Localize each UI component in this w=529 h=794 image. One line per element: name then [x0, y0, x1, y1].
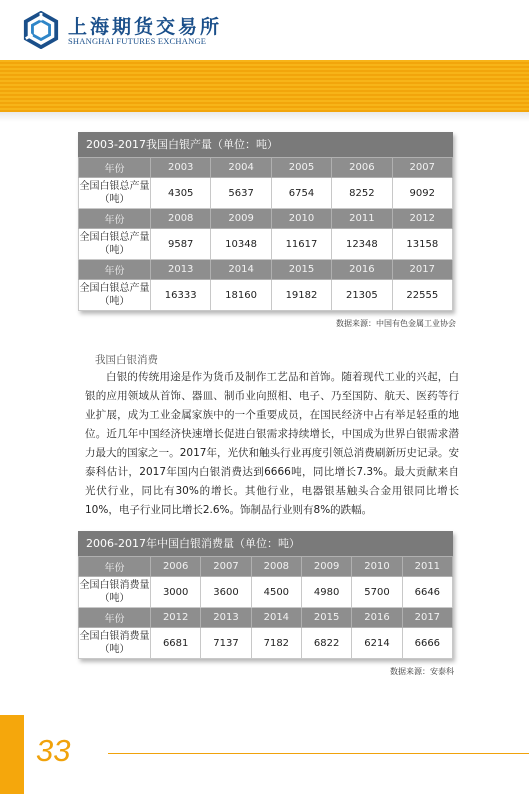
value-cell: 5637 — [211, 178, 271, 209]
value-cell: 4305 — [151, 178, 211, 209]
year-cell: 2013 — [201, 608, 251, 628]
footer-accent-bar — [0, 715, 24, 794]
table-header-row — [79, 158, 453, 178]
value-cell: 4980 — [301, 577, 351, 608]
row-label-cell: 全国白银消费量（吨） — [79, 628, 151, 659]
value-cell: 21305 — [332, 280, 392, 311]
section-body-text: 白银的传统用途是作为货币及制作工艺品和首饰。随着现代工业的兴起，白银的应用领域从首饰、器皿、制币业向照相、电子、乃至国防、航天、医药等行业扩展，成为工业金属家族中的一个重要成员，在国民经济中占有举足轻重的地位。近几年中国经济快速增长促进白银需求持续增长，中国成为世界白银需求潜力最大的国家之一。2017年，光伏和触头行业再度引领总消费刷新历史记录。安泰科估计，2017年国内白银消费达到6666吨，同比增长7.3%。最大贡献来自光伏行业，同比有30%的增长。其他行业，电器银基触头合金用银同比增长10%，电子行业同比增长2.6%。饰制品行业则有8%的跌幅。 — [85, 371, 459, 516]
table-title: 2003-2017我国白银产量（单位：吨） — [78, 132, 453, 157]
value-cell: 8252 — [332, 178, 392, 209]
value-cell: 6646 — [402, 577, 452, 608]
page-number: 33 — [36, 733, 71, 768]
year-cell: 2009 — [301, 557, 351, 577]
year-cell: 2015 — [271, 260, 331, 280]
year-cell: 2017 — [402, 608, 452, 628]
year-cell: 2010 — [271, 209, 331, 229]
value-cell: 6822 — [301, 628, 351, 659]
row-label-cell: 全国白银总产量（吨） — [79, 178, 151, 209]
row-label-cell: 全国白银消费量（吨） — [79, 577, 151, 608]
value-cell: 9092 — [392, 178, 452, 209]
table-source-note: 数据来源：中国有色金属工业协会 — [336, 319, 456, 328]
table-source-note: 数据来源：安泰科 — [390, 667, 454, 676]
year-cell: 2013 — [151, 260, 211, 280]
section-heading: 我国白银消费 — [95, 354, 158, 366]
year-cell: 2008 — [251, 557, 301, 577]
table-header-row — [79, 557, 453, 577]
year-cell: 2010 — [352, 557, 402, 577]
value-cell: 6681 — [151, 628, 201, 659]
logo-english-name: SHANGHAI FUTURES EXCHANGE — [68, 36, 207, 46]
value-cell: 3000 — [151, 577, 201, 608]
year-cell: 2011 — [402, 557, 452, 577]
year-cell: 2017 — [392, 260, 452, 280]
year-cell: 2012 — [392, 209, 452, 229]
value-cell: 3600 — [201, 577, 251, 608]
header-label-cell: 年份 — [79, 209, 151, 229]
year-cell: 2004 — [211, 158, 271, 178]
value-cell: 7182 — [251, 628, 301, 659]
value-cell: 4500 — [251, 577, 301, 608]
value-cell: 9587 — [151, 229, 211, 260]
value-cell: 6666 — [402, 628, 452, 659]
silver-consumption-table — [78, 531, 453, 659]
table-row — [79, 178, 453, 209]
value-cell: 10348 — [211, 229, 271, 260]
page-header — [0, 0, 529, 60]
year-cell: 2003 — [151, 158, 211, 178]
year-cell: 2008 — [151, 209, 211, 229]
table-header-row — [79, 209, 453, 229]
year-cell: 2016 — [352, 608, 402, 628]
year-cell: 2009 — [211, 209, 271, 229]
year-cell: 2006 — [332, 158, 392, 178]
table-header-row — [79, 260, 453, 280]
table-header-row — [79, 608, 453, 628]
row-label-cell: 全国白银总产量（吨） — [79, 229, 151, 260]
row-label-cell: 全国白银总产量（吨） — [79, 280, 151, 311]
header-label-cell: 年份 — [79, 158, 151, 178]
year-cell: 2015 — [301, 608, 351, 628]
value-cell: 16333 — [151, 280, 211, 311]
value-cell: 13158 — [392, 229, 452, 260]
silver-production-table — [78, 132, 453, 311]
header-label-cell: 年份 — [79, 557, 151, 577]
value-cell: 5700 — [352, 577, 402, 608]
logo-chinese-name: 上海期货交易所 — [68, 16, 223, 38]
year-cell: 2007 — [392, 158, 452, 178]
value-cell: 11617 — [271, 229, 331, 260]
table-title: 2006-2017年中国白银消费量（单位：吨） — [78, 531, 453, 556]
year-cell: 2012 — [151, 608, 201, 628]
value-cell: 6754 — [271, 178, 331, 209]
value-cell: 18160 — [211, 280, 271, 311]
header-label-cell: 年份 — [79, 260, 151, 280]
table-row — [79, 577, 453, 608]
header-decorative-band — [0, 60, 529, 112]
year-cell: 2011 — [332, 209, 392, 229]
year-cell: 2007 — [201, 557, 251, 577]
year-cell: 2014 — [211, 260, 271, 280]
table-row — [79, 229, 453, 260]
year-cell: 2005 — [271, 158, 331, 178]
value-cell: 19182 — [271, 280, 331, 311]
value-cell: 12348 — [332, 229, 392, 260]
band-shadow — [0, 112, 529, 122]
year-cell: 2016 — [332, 260, 392, 280]
year-cell: 2014 — [251, 608, 301, 628]
year-cell: 2006 — [151, 557, 201, 577]
table-row — [79, 280, 453, 311]
value-cell: 7137 — [201, 628, 251, 659]
value-cell: 6214 — [352, 628, 402, 659]
footer-rule — [108, 753, 529, 754]
value-cell: 22555 — [392, 280, 452, 311]
header-label-cell: 年份 — [79, 608, 151, 628]
table-row — [79, 628, 453, 659]
shfe-logo-icon — [22, 11, 60, 49]
